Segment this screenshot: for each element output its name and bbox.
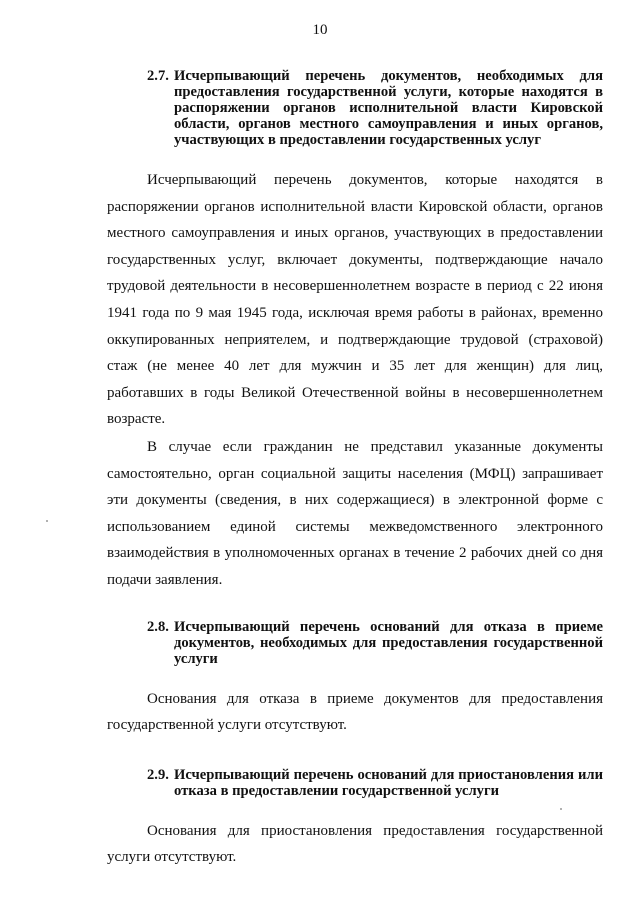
section-number: 2.9. [147, 766, 169, 783]
page-number: 10 [312, 22, 328, 38]
document-body [107, 68, 603, 871]
scan-speck [560, 808, 562, 810]
section-title: Исчерпывающий перечень оснований для приостановления или отказа в предоставлении государственной услуги [174, 766, 603, 799]
section-title: Исчерпывающий перечень документов, необходимых для предоставления государственной услуги, которые находятся в распоряжении органов исполнительной власти Кировской области, органов местного самоуправления и иных органов, участвующих в предоставлении государственных услуг [174, 68, 603, 148]
scan-speck [46, 520, 48, 522]
section-number: 2.7. [147, 68, 169, 84]
section-title: Исчерпывающий перечень оснований для отказа в приеме документов, необходимых для предоставления государственной услуги [174, 618, 603, 667]
paragraph: Основания для приостановления предоставления государственной услуги отсутствуют. [107, 822, 603, 866]
paragraph: Исчерпывающий перечень документов, которые находятся в распоряжении органов исполнительной власти Кировской области, органов местного самоуправления и иных органов, участвующих в предоставлении государственных услуг, включает документы, подтверждающие начало трудовой деятельности в несовершеннолетнем возрасте в период с 22 июня 1941 года по 9 мая 1945 года, исключая время работы в районах, временно оккупированных неприятелем, и подтверждающие трудовой (страховой) стаж (не менее 40 лет для мужчин и 35 лет для женщин) для лиц, работавших в годы Великой Отечественной войны в несовершеннолетнем возрасте. [107, 172, 603, 428]
paragraph: Основания для отказа в приеме документов для предоставления государственной услуги отсутствуют. [107, 690, 603, 734]
section-number: 2.8. [147, 618, 169, 635]
paragraph: В случае если гражданин не представил указанные документы самостоятельно, орган социальной защиты населения (МФЦ) запрашивает эти документы (сведения, в них содержащиеся) в электронной форме с использованием единой системы межведомственного электронного взаимодействия в уполномоченных органах в течение 2 рабочих дней со дня подачи заявления. [107, 438, 603, 588]
section-heading-2-7 [107, 68, 603, 148]
section-heading-2-9 [107, 767, 603, 799]
section-heading-2-8 [107, 619, 603, 667]
